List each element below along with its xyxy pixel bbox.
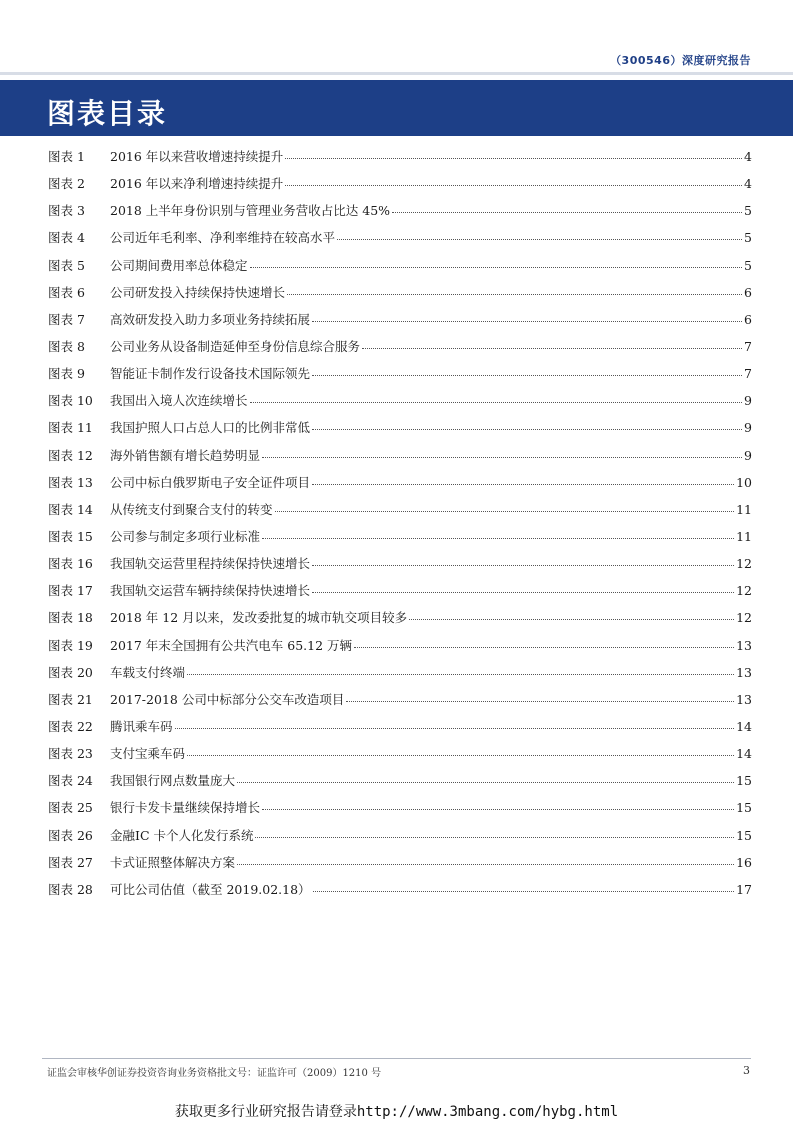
toc-entry-page: 13 bbox=[736, 664, 752, 680]
toc-entry[interactable] bbox=[48, 143, 752, 170]
dot-leader bbox=[262, 537, 734, 539]
dot-leader bbox=[187, 754, 734, 756]
toc-entry[interactable] bbox=[48, 197, 752, 224]
toc-entry-page: 12 bbox=[736, 583, 752, 599]
toc-entry-label: 图表 22 bbox=[48, 718, 93, 734]
toc-entry-title: 腾讯乘车码 bbox=[110, 718, 173, 734]
toc-entry[interactable] bbox=[48, 442, 752, 469]
toc-entry[interactable] bbox=[48, 632, 752, 659]
toc-entry-page: 10 bbox=[736, 474, 752, 490]
toc-entry-title: 2016 年以来净利增速持续提升 bbox=[110, 176, 284, 192]
toc-entry-title: 智能证卡制作发行设备技术国际领先 bbox=[110, 366, 311, 382]
toc-entry-label: 图表 5 bbox=[48, 257, 85, 273]
toc-entry-label: 图表 16 bbox=[48, 556, 93, 572]
table-of-figures bbox=[48, 143, 752, 903]
dot-leader bbox=[362, 347, 742, 349]
toc-entry[interactable] bbox=[48, 686, 752, 713]
dot-leader bbox=[312, 428, 742, 430]
toc-entry-page: 14 bbox=[736, 746, 752, 762]
toc-entry[interactable] bbox=[48, 577, 752, 604]
license-note: 证监会审核华创证券投资咨询业务资格批文号：证监许可（2009）1210 号 bbox=[47, 1068, 382, 1079]
promo-link[interactable]: 获取更多行业研究报告请登录http://www.3mbang.com/hybg.html bbox=[174, 1104, 619, 1120]
toc-entry[interactable] bbox=[48, 740, 752, 767]
toc-entry-label: 图表 11 bbox=[48, 420, 93, 436]
toc-entry[interactable] bbox=[48, 713, 752, 740]
dot-leader bbox=[285, 184, 742, 186]
toc-entry-title: 从传统支付到聚合支付的转变 bbox=[110, 501, 273, 517]
toc-entry-label: 图表 20 bbox=[48, 664, 93, 680]
toc-entry-label: 图表 23 bbox=[48, 746, 93, 762]
toc-entry-label: 图表 12 bbox=[48, 447, 93, 463]
dot-leader bbox=[237, 781, 734, 783]
toc-entry-label: 图表 9 bbox=[48, 366, 85, 382]
toc-entry-page: 6 bbox=[744, 284, 752, 300]
toc-entry-page: 5 bbox=[744, 257, 752, 273]
dot-leader bbox=[250, 266, 743, 268]
toc-entry-page: 16 bbox=[736, 854, 752, 870]
dot-leader bbox=[312, 483, 734, 485]
dot-leader bbox=[250, 401, 743, 403]
dot-leader bbox=[285, 157, 742, 159]
header-divider bbox=[0, 72, 793, 75]
toc-entry-label: 图表 8 bbox=[48, 338, 85, 354]
dot-leader bbox=[187, 673, 734, 675]
toc-entry-title: 我国银行网点数量庞大 bbox=[110, 773, 236, 789]
toc-entry-page: 12 bbox=[736, 610, 752, 626]
toc-entry[interactable] bbox=[48, 794, 752, 821]
toc-entry-title: 支付宝乘车码 bbox=[110, 746, 186, 762]
toc-entry-page: 7 bbox=[744, 338, 752, 354]
toc-entry-page: 9 bbox=[744, 420, 752, 436]
dot-leader bbox=[175, 727, 735, 729]
toc-entry[interactable] bbox=[48, 333, 752, 360]
toc-entry[interactable] bbox=[48, 550, 752, 577]
toc-entry-page: 13 bbox=[736, 691, 752, 707]
toc-entry[interactable] bbox=[48, 170, 752, 197]
dot-leader bbox=[237, 863, 734, 865]
toc-entry-title: 2017 年末全国拥有公共汽电车 65.12 万辆 bbox=[110, 637, 353, 653]
toc-entry-page: 11 bbox=[736, 501, 752, 517]
toc-entry-title: 海外销售额有增长趋势明显 bbox=[110, 447, 261, 463]
toc-entry-page: 11 bbox=[736, 528, 752, 544]
toc-entry-title: 车载支付终端 bbox=[110, 664, 186, 680]
dot-leader bbox=[337, 238, 742, 240]
toc-entry-label: 图表 26 bbox=[48, 827, 93, 843]
toc-entry-page: 5 bbox=[744, 203, 752, 219]
toc-entry[interactable] bbox=[48, 387, 752, 414]
toc-entry-page: 4 bbox=[744, 176, 752, 192]
toc-entry[interactable] bbox=[48, 469, 752, 496]
toc-entry-label: 图表 3 bbox=[48, 203, 85, 219]
dot-leader bbox=[312, 591, 734, 593]
toc-entry-title: 我国轨交运营里程持续保持快速增长 bbox=[110, 556, 311, 572]
toc-entry-title: 公司研发投入持续保持快速增长 bbox=[110, 284, 286, 300]
dot-leader bbox=[312, 564, 734, 566]
toc-entry-title: 我国护照人口占总人口的比例非常低 bbox=[110, 420, 311, 436]
dot-leader bbox=[275, 510, 735, 512]
toc-entry-title: 高效研发投入助力多项业务持续拓展 bbox=[110, 311, 311, 327]
toc-entry-title: 2016 年以来营收增速持续提升 bbox=[110, 149, 284, 164]
toc-entry-page: 5 bbox=[744, 230, 752, 246]
toc-entry[interactable] bbox=[48, 767, 752, 794]
toc-entry-page: 13 bbox=[736, 637, 752, 653]
toc-entry-title: 我国出入境人次连续增长 bbox=[110, 393, 248, 409]
toc-entry-label: 图表 2 bbox=[48, 176, 85, 192]
page-number: 3 bbox=[743, 1064, 750, 1077]
toc-entry-title: 公司近年毛利率、净利率维持在较高水平 bbox=[110, 230, 336, 246]
toc-entry-page: 6 bbox=[744, 311, 752, 327]
toc-entry-title: 金融IC 卡个人化发行系统 bbox=[110, 827, 254, 843]
dot-leader bbox=[262, 808, 734, 810]
toc-entry-label: 图表 27 bbox=[48, 854, 93, 870]
toc-entry-page: 15 bbox=[736, 773, 752, 789]
toc-entry-label: 图表 6 bbox=[48, 284, 85, 300]
toc-entry[interactable] bbox=[48, 224, 752, 251]
toc-entry-title: 公司参与制定多项行业标准 bbox=[110, 528, 261, 544]
dot-leader bbox=[409, 618, 734, 620]
dot-leader bbox=[312, 374, 742, 376]
toc-entry-page: 7 bbox=[744, 366, 752, 382]
toc-entry[interactable] bbox=[48, 876, 752, 903]
toc-entry-label: 图表 1 bbox=[48, 149, 85, 164]
dot-leader bbox=[313, 890, 735, 892]
toc-entry-title: 公司期间费用率总体稳定 bbox=[110, 257, 248, 273]
toc-entry[interactable] bbox=[48, 414, 752, 441]
dot-leader bbox=[354, 646, 734, 648]
dot-leader bbox=[312, 320, 742, 322]
section-banner bbox=[0, 80, 793, 136]
toc-entry-label: 图表 21 bbox=[48, 691, 93, 707]
toc-entry-label: 图表 18 bbox=[48, 610, 93, 626]
toc-entry-label: 图表 25 bbox=[48, 800, 93, 816]
toc-entry-page: 14 bbox=[736, 718, 752, 734]
toc-entry-page: 9 bbox=[744, 447, 752, 463]
toc-entry[interactable] bbox=[48, 822, 752, 849]
toc-entry-page: 9 bbox=[744, 393, 752, 409]
toc-entry-page: 4 bbox=[744, 149, 752, 164]
toc-entry-page: 15 bbox=[736, 800, 752, 816]
toc-entry-title: 公司中标白俄罗斯电子安全证件项目 bbox=[110, 474, 311, 490]
toc-entry-title: 2018 年 12 月以来，发改委批复的城市轨交项目较多 bbox=[110, 610, 408, 626]
toc-entry-label: 图表 17 bbox=[48, 583, 93, 599]
toc-entry[interactable] bbox=[48, 604, 752, 631]
toc-entry[interactable] bbox=[48, 252, 752, 279]
toc-entry-label: 图表 13 bbox=[48, 474, 93, 490]
toc-entry-title: 银行卡发卡量继续保持增长 bbox=[110, 800, 261, 816]
toc-entry-title: 卡式证照整体解决方案 bbox=[110, 854, 236, 870]
toc-entry-title: 2017-2018 公司中标部分公交车改造项目 bbox=[110, 691, 345, 707]
toc-entry-label: 图表 4 bbox=[48, 230, 85, 246]
dot-leader bbox=[287, 293, 742, 295]
toc-entry[interactable] bbox=[48, 659, 752, 686]
toc-entry[interactable] bbox=[48, 360, 752, 387]
dot-leader bbox=[346, 700, 734, 702]
dot-leader bbox=[262, 456, 742, 458]
dot-leader bbox=[255, 836, 734, 838]
toc-entry-page: 17 bbox=[736, 881, 752, 897]
toc-entry[interactable] bbox=[48, 523, 752, 550]
report-code: （300546）深度研究报告 bbox=[610, 54, 751, 67]
toc-entry-title: 可比公司估值（截至 2019.02.18） bbox=[110, 881, 311, 897]
toc-entry-label: 图表 7 bbox=[48, 311, 85, 327]
footer-divider bbox=[42, 1058, 751, 1059]
section-title: 图表目录 bbox=[47, 97, 168, 130]
toc-entry[interactable] bbox=[48, 496, 752, 523]
toc-entry-title: 2018 上半年身份识别与管理业务营收占比达 45% bbox=[110, 203, 391, 219]
toc-entry-label: 图表 28 bbox=[48, 881, 93, 897]
dot-leader bbox=[392, 211, 742, 213]
toc-entry-page: 15 bbox=[736, 827, 752, 843]
toc-entry[interactable] bbox=[48, 306, 752, 333]
toc-entry[interactable] bbox=[48, 279, 752, 306]
toc-entry-label: 图表 24 bbox=[48, 773, 93, 789]
toc-entry-title: 公司业务从设备制造延伸至身份信息综合服务 bbox=[110, 338, 361, 354]
toc-entry-label: 图表 19 bbox=[48, 637, 93, 653]
toc-entry-label: 图表 15 bbox=[48, 528, 93, 544]
toc-entry-title: 我国轨交运营车辆持续保持快速增长 bbox=[110, 583, 311, 599]
toc-entry-page: 12 bbox=[736, 556, 752, 572]
toc-entry[interactable] bbox=[48, 849, 752, 876]
toc-entry-label: 图表 10 bbox=[48, 393, 93, 409]
toc-entry-label: 图表 14 bbox=[48, 501, 93, 517]
